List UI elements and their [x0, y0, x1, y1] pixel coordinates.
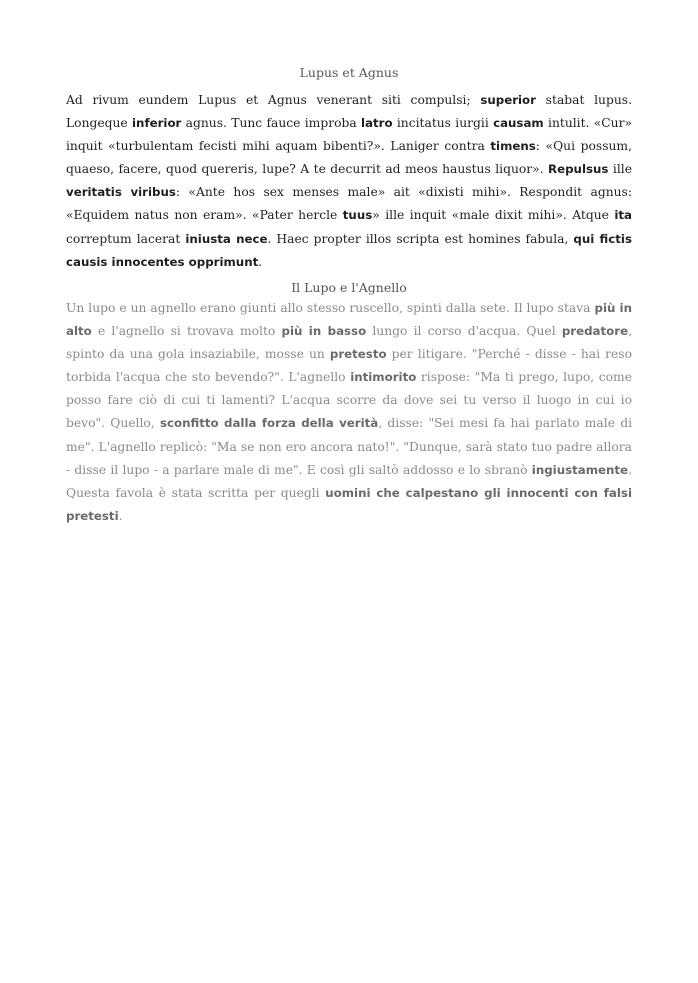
text-run: lungo il corso d'acqua. Quel — [366, 324, 562, 339]
emphasized-phrase: ita — [614, 208, 633, 223]
text-run: correptum lacerat — [66, 231, 186, 246]
text-run: : «Ante hos sex menses male» ait «dixisti mihi». Respondit agnus: «Equidem natus non eram». «Pater hercle — [66, 185, 632, 223]
emphasized-phrase: tuus — [342, 208, 373, 223]
text-run: ille — [608, 162, 632, 177]
text-run: stabat lupus. Longeque — [66, 93, 632, 131]
text-run: . — [118, 508, 123, 523]
emphasized-phrase: predatore — [561, 324, 629, 339]
emphasized-phrase: pretesto — [329, 347, 387, 362]
emphasized-phrase: ingiustamente — [531, 462, 629, 477]
text-run: Ad rivum eundem Lupus et Agnus venerant siti compulsi; — [66, 93, 481, 107]
emphasized-phrase: inferior — [132, 116, 182, 131]
emphasized-phrase: Repulsus — [548, 162, 609, 177]
text-run: per litigare. "Perché - disse - hai reso torbida l'acqua che sto bevendo?". L'agnello — [66, 347, 632, 385]
italian-fable-title: Il Lupo e l'Agnello — [291, 280, 407, 295]
text-run: Un lupo e un agnello erano giunti allo stesso ruscello, spinti dalla sete. Il lupo stava — [66, 301, 595, 315]
text-run: , spinto da una gola insaziabile, mosse un — [66, 324, 632, 362]
text-run: intulit. «Cur» inquit «turbulentam fecisti mihi aquam bibenti?». Laniger contra — [66, 116, 633, 154]
text-run: . Haec propter illos scripta est homines fabula, — [267, 231, 574, 246]
text-run: » ille inquit «male dixit mihi». Atque — [372, 208, 615, 223]
emphasized-phrase: veritatis viribus — [66, 185, 176, 200]
text-run: rispose: "Ma ti prego, lupo, come posso fare ciò di cui ti lamenti? L'acqua scorre da dove sei tu verso il luogo in cui io bevo". Quello, — [66, 370, 632, 431]
emphasized-phrase: uomini che calpestano gli innocenti con falsi pretesti — [66, 485, 632, 523]
emphasized-phrase: intimorito — [350, 370, 417, 385]
text-run: incitatus iurgii — [392, 116, 494, 131]
latin-fable-paragraph — [66, 89, 632, 274]
emphasized-phrase: timens — [490, 139, 536, 154]
emphasized-phrase: iniusta nece — [185, 231, 268, 246]
emphasized-phrase: superior — [480, 93, 536, 107]
text-run: . — [258, 254, 263, 269]
emphasized-phrase: latro — [361, 116, 393, 131]
text-run: . Questa favola è stata scritta per quegli — [66, 462, 632, 500]
text-run: : «Qui possum, quaeso, facere, quod quereris, lupe? A te decurrit ad meos haustus liquor». — [66, 139, 632, 177]
emphasized-phrase: qui fictis causis innocentes opprimunt — [66, 231, 632, 269]
emphasized-phrase: più in alto — [66, 301, 632, 339]
latin-fable-title: Lupus et Agnus — [299, 65, 399, 80]
emphasized-phrase: sconfitto dalla forza della verità — [159, 416, 379, 431]
italian-fable-paragraph — [66, 297, 632, 528]
emphasized-phrase: causam — [493, 116, 544, 131]
text-run: agnus. Tunc fauce improba — [181, 116, 361, 131]
text-run: , disse: "Sei mesi fa hai parlato male di me". L'agnello replicò: "Ma se non ero ancora nato!". "Dunque, sarà stato tuo padre allora - disse il lupo - a parlare male di me". E così gli saltò addosso e lo sbranò — [66, 416, 632, 477]
text-run: e l'agnello si trovava molto — [91, 324, 282, 339]
emphasized-phrase: più in basso — [281, 324, 367, 339]
